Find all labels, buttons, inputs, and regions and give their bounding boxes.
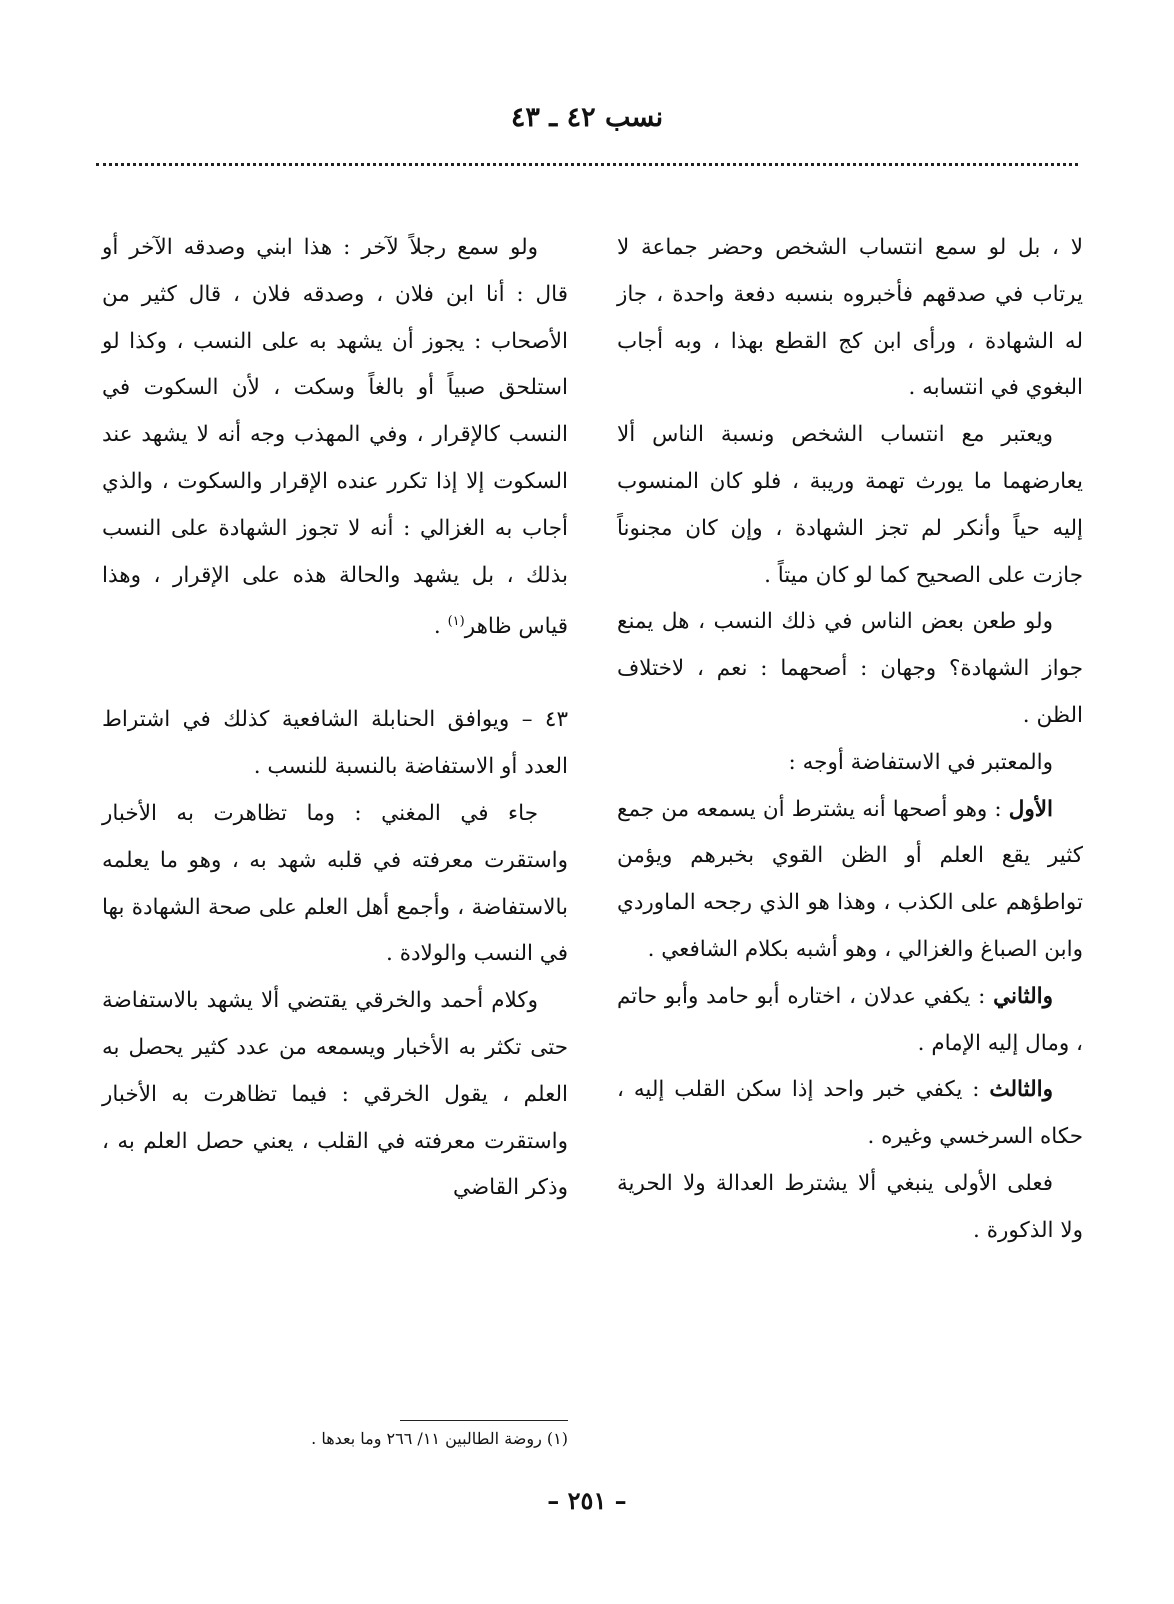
- paragraph: ولو طعن بعض الناس في ذلك النسب ، هل يمنع جواز الشهادة؟ وجهان : أصحهما : نعم ، لاختلاف الظن .: [617, 609, 1083, 728]
- paragraph-end: .: [433, 614, 448, 640]
- term-third: والثالث: [989, 1077, 1053, 1103]
- paragraph: وكلام أحمد والخرقي يقتضي ألا يشهد بالاستفاضة حتى تكثر به الأخبار ويسمعه من عدد كثير يحصل به العلم ، يقول الخرقي : فيما تظاهرت به الأخبار واستقرت معرفته في القلب ، يعني حصل العلم به ، وذكر القاضي: [102, 988, 568, 1201]
- term-first: الأول: [1008, 796, 1053, 822]
- footnote-divider: [400, 1420, 568, 1421]
- paragraph: والمعتبر في الاستفاضة أوجه :: [788, 749, 1053, 775]
- section-heading-paragraph: ٤٣ – ويوافق الحنابلة الشافعية كذلك في اشتراط العدد أو الاستفاضة بالنسبة للنسب .: [102, 707, 568, 780]
- footnote-ref: (١): [447, 614, 465, 630]
- paragraph: [102, 225, 568, 651]
- paragraph: لا ، بل لو سمع انتساب الشخص وحضر جماعة لا يرتاب في صدقهم فأخبروه بنسبه دفعة واحدة ، جاز له الشهادة ، ورأى ابن كج القطع بهذا ، وبه أجاب البغوي في انتسابه .: [617, 235, 1083, 401]
- running-header: نسب ٤٢ ـ ٤٣: [510, 102, 664, 133]
- footnote: (١) روضة الطالبين ١١/ ٢٦٦ وما بعدها .: [311, 1429, 568, 1448]
- paragraph-text: : وهو أصحها أنه يشترط أن يسمعه من جمع كثير يقع العلم أو الظن القوي بخبرهم ويؤمن تواطؤهم على الكذب ، وهذا هو الذي رجحه الماوردي وابن الصباغ والغزالي ، وهو أشبه بكلام الشافعي .: [617, 796, 1083, 962]
- paragraph: [617, 974, 1083, 1068]
- page-number: – ٢٥١ –: [547, 1486, 627, 1515]
- paragraph-text: ولو سمع رجلاً لآخر : هذا ابني وصدقه الآخر أو قال : أنا ابن فلان ، وصدقه فلان ، قال كثير من الأصحاب : يجوز أن يشهد به على النسب ، وكذا لو استلحق صبياً أو بالغاً وسكت ، لأن السكوت في النسب كالإقرار ، وفي المهذب وجه أنه لا يشهد عند السكوت إلا إذا تكرر عنده الإقرار والسكوت ، والذي أجاب به الغزالي : أنه لا تجوز الشهادة على النسب بذلك ، بل يشهد والحالة هذه على الإقرار ، وهذا قياس ظاهر: [102, 235, 568, 640]
- term-second: والثاني: [993, 983, 1053, 1009]
- paragraph: ويعتبر مع انتساب الشخص ونسبة الناس ألا يعارضهما ما يورث تهمة وريبة ، فلو كان المنسوب إليه حياً وأنكر لم تجز الشهادة ، وإن كان مجنوناً جازت على الصحيح كما لو كان ميتاً .: [617, 422, 1083, 588]
- right-column: [617, 225, 1083, 1255]
- paragraph: [617, 1067, 1083, 1161]
- paragraph: [617, 787, 1083, 974]
- paragraph-text: : يكفي عدلان ، اختاره أبو حامد وأبو حاتم ، ومال إليه الإمام .: [617, 983, 1083, 1056]
- section-gap: [102, 651, 568, 697]
- paragraph-text: : يكفي خبر واحد إذا سكن القلب إليه ، حكاه السرخسي وغيره .: [617, 1077, 1083, 1150]
- paragraph: جاء في المغني : وما تظاهرت به الأخبار واستقرت معرفته في قلبه شهد به ، وهو ما يعلمه بالاستفاضة ، وأجمع أهل العلم على صحة الشهادة بها في النسب والولادة .: [102, 800, 568, 967]
- paragraph: فعلى الأولى ينبغي ألا يشترط العدالة ولا الحرية ولا الذكورة .: [617, 1170, 1083, 1243]
- header-divider: [96, 163, 1078, 166]
- left-column: [102, 225, 568, 1212]
